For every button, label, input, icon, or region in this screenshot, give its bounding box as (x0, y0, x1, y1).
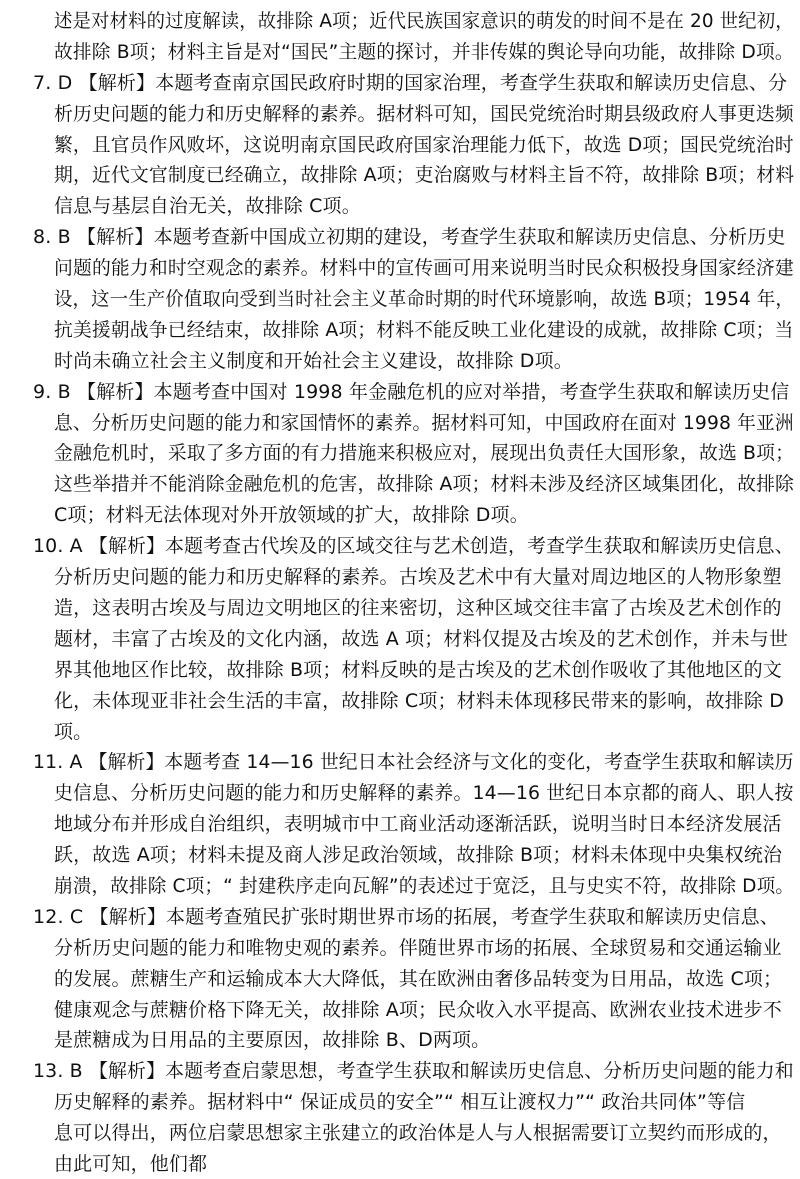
text-line: 述是对材料的过度解读，故排除 A项；近代民族国家意识的萌发的时间不是在 20 世纪初， (54, 10, 794, 32)
text-line: 跃，故选 A项；材料未提及商人涉足政治领域，故排除 B项；材料未体现中央集权统治 (54, 844, 783, 866)
text-line: 由此可知，他们都 (54, 1153, 208, 1175)
text-line: 金融危机时，采取了多方面的有力措施来积极应对，展现出负责任大国形象，故选 B项； (54, 442, 795, 464)
text-line: 息可以得出，两位启蒙思想家主张建立的政治体是人与人根据需要订立契约而形成的， (54, 1122, 782, 1144)
text-line: 崩溃，故排除 C项；“ 封建秩序走向瓦解”的表述过于宽泛，且与史实不符，故排除 D项。 (54, 875, 795, 897)
text-line: 期，近代文官制度已经确立，故排除 A项；吏治腐败与材料主旨不符，故排除 B项；材料 (54, 164, 795, 186)
text-line: 项。 (54, 721, 93, 743)
answer-item-first-line: 13. B 【解析】本题考查启蒙思想，考查学生获取和解读历史信息、分析历史问题的能力和 (33, 1060, 794, 1082)
text-line: 题材，丰富了古埃及的文化内涵，故选 A 项；材料仅提及古埃及的艺术创作，并未与世 (54, 628, 789, 650)
text-line: 地域分布并形成自治组织，表明城市中工商业活动逐渐活跃，说明当时日本经济发展活 (54, 813, 782, 835)
text-line: 繁，且官员作风败坏，这说明南京国民政府国家治理能力低下，故选 D项；国民党统治时 (54, 134, 794, 156)
text-line: 界其他地区作比较，故排除 B项；材料反映的是古埃及的艺术创作吸收了其他地区的文 (54, 659, 782, 681)
text-line: 抗美援朝战争已经结束，故排除 A项；材料不能反映工业化建设的成就，故排除 C项；当 (54, 319, 794, 341)
text-line: 分析历史问题的能力和唯物史观的素养。伴随世界市场的拓展、全球贸易和交通运输业 (54, 937, 782, 959)
answer-item-first-line: 12. C 【解析】本题考查殖民扩张时期世界市场的拓展，考查学生获取和解读历史信息、 (33, 906, 779, 928)
answer-item-first-line: 11. A 【解析】本题考查 14—16 世纪日本社会经济与文化的变化，考查学生获取和解读历 (33, 751, 794, 773)
text-line: 的发展。蔗糖生产和运输成本大大降低，其在欧洲由奢侈品转变为日用品，故选 C项； (54, 968, 783, 990)
text-line: 信息与基层自治无关，故排除 C项。 (54, 195, 361, 217)
answer-item-first-line: 10. A 【解析】本题考查古代埃及的区域交往与艺术创造，考查学生获取和解读历史信息、 (33, 535, 794, 557)
text-line: 故排除 B项；材料主旨是对“国民”主题的探讨，并非传媒的舆论导向功能，故排除 D项。 (54, 41, 794, 63)
text-line: 是蔗糖成为日用品的主要原因，故排除 B、D两项。 (54, 1029, 491, 1051)
text-line: 造，这表明古埃及与周边文明地区的往来密切，这种区域交往丰富了古埃及艺术创作的 (54, 597, 782, 619)
text-line: 分析历史问题的能力和历史解释的素养。古埃及艺术中有大量对周边地区的人物形象塑 (54, 566, 782, 588)
text-line: C项；材料无法体现对外开放领域的扩大，故排除 D项。 (54, 504, 529, 526)
text-line: 析历史问题的能力和历史解释的素养。据材料可知，国民党统治时期县级政府人事更迭频 (54, 103, 794, 125)
text-line: 化，未体现亚非社会生活的丰富，故排除 C项；材料未体现移民带来的影响，故排除 D (54, 690, 784, 712)
text-line: 问题的能力和时空观念的素养。材料中的宣传画可用来说明当时民众积极投身国家经济建 (54, 257, 794, 279)
text-line: 健康观念与蔗糖价格下降无关，故排除 A项；民众收入水平提高、欧洲农业技术进步不 (54, 999, 782, 1021)
text-line: 时尚未确立社会主义制度和开始社会主义建设，故排除 D项。 (54, 350, 573, 372)
answer-item-first-line: 8. B 【解析】本题考查新中国成立初期的建设，考查学生获取和解读历史信息、分析历史 (33, 226, 786, 248)
text-line: 设，这一生产价值取向受到当时社会主义革命时期的时代环境影响，故选 B项；1954 年， (54, 288, 794, 310)
answer-item-first-line: 9. B 【解析】本题考查中国对 1998 年金融危机的应对举措，考查学生获取和解读历史信 (33, 381, 790, 403)
text-line: 这些举措并不能消除金融危机的危害，故排除 A项；材料未涉及经济区域集团化，故排除 (54, 473, 795, 495)
text-line: 史信息、分析历史问题的能力和历史解释的素养。14—16 世纪日本京都的商人、职人按 (54, 782, 794, 804)
text-line: 历史解释的素养。据材料中“ 保证成员的安全”“ 相互让渡权力”“ 政治共同体”等信 (54, 1091, 746, 1113)
text-line: 息、分析历史问题的能力和家国情怀的素养。据材料可知，中国政府在面对 1998 年亚洲 (54, 412, 794, 434)
answer-item-first-line: 7. D 【解析】本题考查南京国民政府时期的国家治理，考查学生获取和解读历史信息、分 (33, 72, 788, 94)
